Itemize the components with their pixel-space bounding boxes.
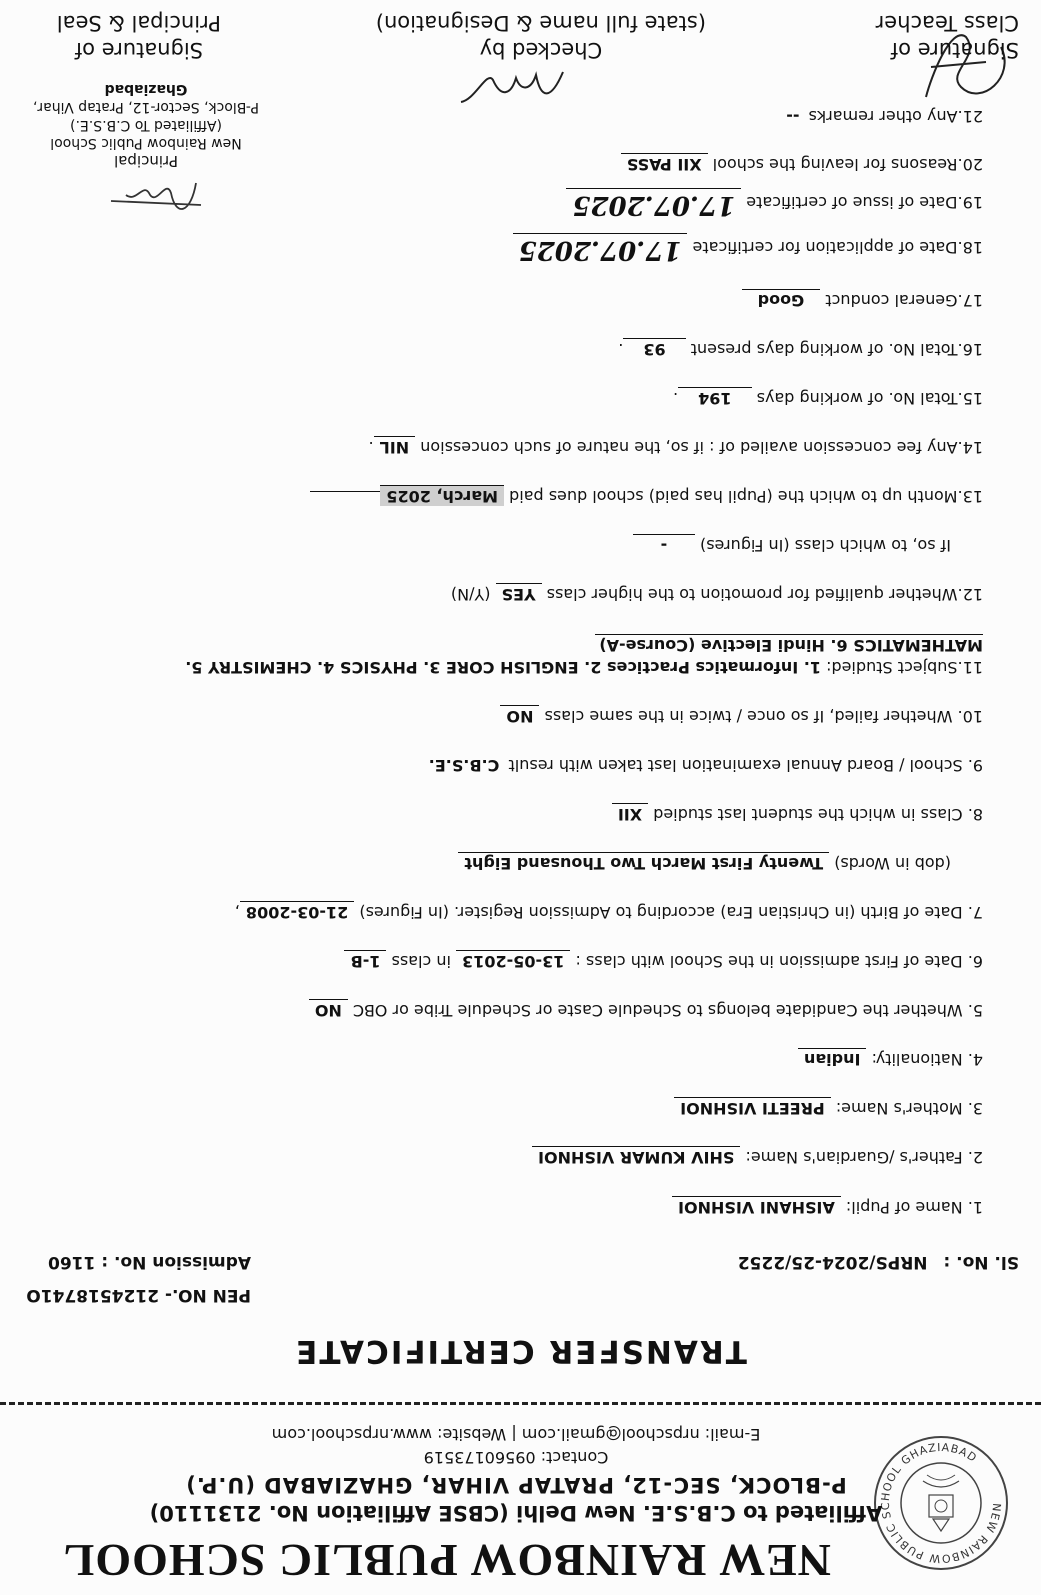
field-label: 8. Class in which the student last studied: [653, 805, 983, 824]
field-label: 4. Nationality:: [871, 1050, 983, 1069]
stamp-line: (Affiliated To C.B.S.E.): [70, 117, 222, 133]
principal-signature: [101, 168, 211, 223]
stamp-line: P-Block, Sector-12, Pratap Vihar,: [32, 99, 260, 115]
field-label: 20.Reasons for leaving the school: [712, 155, 983, 174]
field-value-handwritten: 17.07.2025: [513, 233, 688, 265]
field-label: 18.Date of application for certificate: [692, 238, 983, 257]
field-suffix: (Y/N): [450, 585, 491, 604]
field-value-class: 1-B: [345, 950, 387, 971]
document-title: TRANSFER CERTIFICATE: [294, 1333, 747, 1369]
principal-signature-label: [57, 9, 221, 63]
field-caste-category: [22, 999, 983, 1020]
field-fee-concession: 14.Any fee concession availed of : if so, the nature of such concession NIL.: [368, 438, 983, 457]
field-mother-name: [22, 1097, 983, 1118]
serial-value: NRPS/2024-25/2252: [737, 1252, 928, 1272]
field-value-date: 13-05-2013: [456, 950, 570, 971]
field-value: YES: [496, 583, 542, 604]
field-working-days: 15.Total No. of working days 194.: [673, 389, 983, 408]
footer-line: Class Teacher: [875, 11, 1019, 35]
field-label: 5. Whether the Candidate belongs to Schedule Caste or Schedule Tribe or OBC: [352, 1001, 983, 1020]
stamp-line: New Rainbow Public School: [50, 135, 242, 151]
field-label: 12.Whether qualified for promotion to the higher class: [546, 585, 983, 604]
field-label-class: in class: [391, 952, 451, 971]
field-pupil-name: [22, 1196, 983, 1217]
field-value: Indian: [798, 1048, 866, 1069]
footer-line: Signature of: [74, 38, 204, 62]
svg-text:NEW RAINBOW PUBLIC SCHOOL GHAZ: [879, 1441, 1003, 1565]
contact-line: Contact: 09560173519: [423, 1448, 609, 1467]
school-seal-icon: [871, 1433, 1011, 1573]
field-value: C.B.S.E.: [428, 756, 500, 775]
field-value: --: [786, 107, 800, 126]
school-logo: [871, 1433, 1011, 1573]
field-label: 11.Subject Studied:: [826, 658, 983, 677]
principal-stamp: [11, 80, 281, 170]
footer-line: (state full name & Designation): [375, 11, 706, 35]
pen-label: PEN NO.-: [164, 1285, 251, 1305]
field-value-handwritten: 17.07.2025: [566, 188, 741, 220]
field-value: 194: [678, 387, 751, 408]
pen-value: 2124518741O: [26, 1285, 160, 1305]
affiliation-line: Affiliated to C.B.S.E. New Delhi (CBSE Affiliation No. 2131110): [149, 1501, 883, 1525]
field-value: XII: [612, 803, 648, 824]
field-promotion-class: [22, 534, 951, 555]
field-label: 15.Total No. of working days: [756, 389, 983, 408]
field-label: 6. Date of First admission in the School with class :: [575, 952, 983, 971]
field-value: SHIV KUMAR VISHNOI: [532, 1146, 740, 1167]
email-website-line: E-mail: nrpschool@gmail.com | Website: www.nrpschool.com: [271, 1425, 761, 1444]
field-nationality: [22, 1048, 983, 1069]
field-label: 9. School / Board Annual examination last taken with result: [508, 756, 983, 775]
field-label: (dob in Words): [834, 854, 951, 873]
field-value: NO: [500, 705, 539, 726]
admission-label: Admission No. :: [101, 1252, 251, 1272]
serial-number: [738, 1252, 1019, 1272]
field-value: 1. Informatics Practices 2. ENGLISH CORE 3. PHYSICS 4. CHEMISTRY 5.: [185, 658, 821, 677]
serial-label: Sl. No. :: [943, 1252, 1019, 1272]
field-value: 21-03-2008: [240, 901, 354, 922]
field-label: 1. Name of Pupil:: [845, 1198, 983, 1217]
field-label: 17.General conduct: [825, 291, 983, 310]
field-general-conduct: [22, 289, 983, 310]
field-label: 10. Whether failed, If so once / twice in the same class: [544, 707, 983, 726]
pen-number: [26, 1285, 251, 1305]
field-label: If so, to which class (In Figures): [700, 536, 951, 555]
field-dob-words: [22, 852, 951, 873]
class-teacher-signature-label: [876, 9, 1019, 63]
footer-line: Signature of: [890, 38, 1019, 62]
field-last-class: [22, 803, 983, 824]
checker-signature: [451, 60, 571, 110]
field-label: 13.Month up to which the (Pupil has paid) school dues paid: [509, 487, 983, 506]
admission-value: 1160: [48, 1252, 96, 1272]
field-value: PREETI VISHNOI: [674, 1097, 831, 1118]
field-label: 21.Any other remarks: [808, 107, 983, 126]
field-value: 93: [623, 338, 685, 359]
field-value: XII PASS: [621, 153, 708, 174]
field-days-present: 16.Total No. of working days present 93.: [618, 340, 983, 359]
field-subjects-continued: MATHEMATICS 6. Hindi Elective (Course-A): [595, 634, 983, 655]
field-dues-paid: [22, 485, 983, 506]
field-whether-failed: [22, 705, 983, 726]
field-promotion: [22, 583, 983, 604]
field-value: NO: [309, 999, 348, 1020]
field-board-exam: [22, 756, 983, 775]
field-label: 14.Any fee concession availed of : if so, the nature of such concession: [420, 438, 983, 457]
field-label: 2. Father's /Guardian's Name:: [745, 1148, 983, 1167]
field-label: 3. Mother's Name:: [835, 1099, 983, 1118]
school-name: NEW RAINBOW PUBLIC SCHOOL: [62, 1535, 831, 1586]
field-label: 19.Date of issue of certificate: [746, 193, 983, 212]
field-label: 7. Date of Birth (in Christian Era) according to Admission Register. (In Figures): [359, 903, 983, 922]
logo-seal-text: NEW RAINBOW PUBLIC SCHOOL GHAZIABAD: [878, 1440, 1004, 1566]
field-value: March, 2025: [380, 485, 504, 506]
field-value: Good: [742, 289, 821, 310]
field-value: -: [633, 534, 695, 555]
field-label: 16.Total No. of working days present: [690, 340, 983, 359]
stamp-line: Principal: [114, 152, 178, 170]
footer-line: Checked by: [479, 38, 603, 62]
field-value: AISHANI VISHNOI: [672, 1196, 841, 1217]
address-line: P-BLOCK, SEC-12, PRATAP VIHAR, GHAZIABAD (U.P.): [185, 1473, 847, 1497]
checked-by-label: [376, 9, 706, 63]
field-father-name: [22, 1146, 983, 1167]
field-date-of-birth: 7. Date of Birth (in Christian Era) according to Admission Register. (In Figures) 21-03-2008,: [234, 903, 983, 922]
field-subjects: [22, 658, 983, 677]
field-application-date: [22, 233, 983, 265]
field-first-admission: [22, 950, 983, 971]
dashed-divider: [0, 1402, 1041, 1405]
stamp-line: Ghaziabad: [104, 81, 188, 97]
footer-line: Principal & Seal: [56, 11, 221, 35]
admission-number: [48, 1252, 251, 1272]
field-value: NIL: [374, 436, 416, 457]
field-value: Twenty First March Two Thousand Eight: [458, 852, 829, 873]
